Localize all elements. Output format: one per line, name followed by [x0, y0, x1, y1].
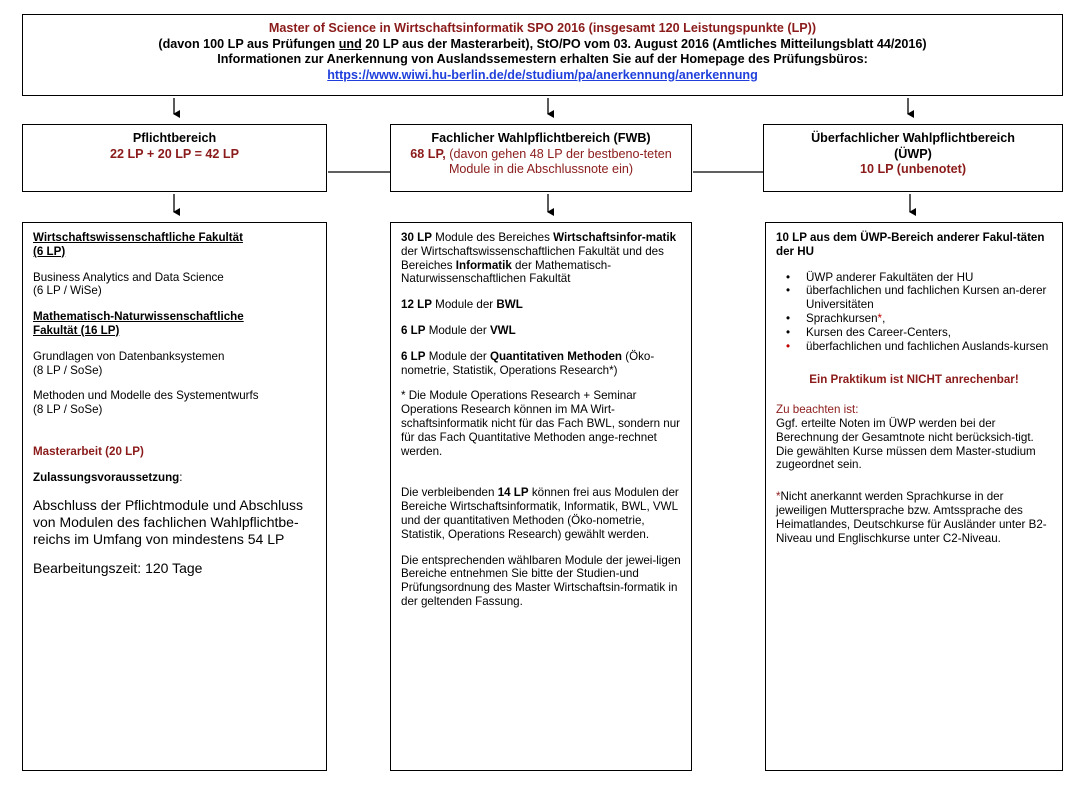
text: Module der	[431, 298, 497, 312]
fwb-lp-note: (davon gehen 48 LP der bestbeno-teten Module in die Abschlussnote ein)	[445, 146, 672, 176]
beachten-text: Ggf. erteilte Noten im ÜWP werden bei der Berechnung der Gesamtnote nicht berücksich-tigt. Die gewählten Kurse müssen dem Master-studium zugeordnet sein.	[776, 416, 1036, 472]
fwb-title: Fachlicher Wahlpflichtbereich (FWB)	[431, 131, 651, 145]
fwb-vwl	[401, 324, 681, 338]
text: (Öko-nometrie, Statistik, Operations Research*)	[401, 349, 655, 377]
program-subtitle	[23, 37, 1062, 53]
zulassung-title-text: Zulassungsvoraussetzung	[33, 470, 180, 484]
uewp-abbrev: (ÜWP)	[894, 146, 932, 161]
text: der Wirtschaftswissenschaftlichen Fakultät und des Bereiches	[401, 244, 664, 272]
uewp-header	[763, 124, 1063, 192]
lp-value: 6 LP	[401, 323, 426, 337]
subtitle-und: und	[338, 36, 362, 51]
fakultaet-wiwi-title: Wirtschaftswissenschaftliche Fakultät	[33, 231, 243, 244]
modul-lp: (6 LP / WiSe)	[33, 284, 102, 298]
text: der Mathematisch-Naturwissenschaftlichen Fakultät	[401, 258, 612, 286]
lp-value: 14 LP	[497, 486, 529, 500]
uewp-lp: 10 LP (unbenotet)	[859, 162, 967, 176]
zulassung-colon: :	[179, 470, 183, 484]
modul-systementwurf	[33, 389, 316, 417]
zulassung-text: Abschluss der Pflichtmodule und Abschluss von Modulen des fachlichen Wahlpflichtbe-reichs im Umfang von mindestens 54 LP	[33, 496, 304, 547]
lp-value: 30 LP	[401, 231, 432, 244]
bereich-vwl: VWL	[489, 323, 516, 337]
pflichtbereich-lp: 22 LP + 20 LP = 42 LP	[109, 146, 240, 161]
modul-name: Business Analytics and Data Science	[33, 270, 224, 284]
modul-business-analytics	[33, 271, 316, 299]
sprachkurs-note	[776, 490, 1052, 545]
subtitle-part-b: 20 LP aus der Masterarbeit), StO/PO vom 03. August 2016 (Amtliches Mitteilungsblatt 44/2016)	[361, 36, 927, 51]
pflichtbereich-body	[22, 222, 327, 771]
lp-value: 6 LP	[401, 349, 426, 363]
uewp-list	[784, 271, 1052, 354]
beachten-title: Zu beachten ist:	[776, 403, 859, 417]
bereich-wi: Wirtschaftsinfor-matik	[553, 231, 677, 244]
anerkennung-info: Informationen zur Anerkennung von Auslandssemestern erhalten Sie auf der Homepage des Prüfungsbüros:	[217, 52, 868, 66]
list-item	[784, 312, 1052, 326]
fakultaet-wiwi-lp: (6 LP)	[33, 244, 66, 258]
fwb-spo-hinweis: Die entsprechenden wählbaren Module der jewei-ligen Bereiche entnehmen Sie bitte der Studien-und Prüfungsordnung des Master Wirtschaftsin-formatik in der geltenden Fassung.	[401, 553, 681, 608]
fwb-header	[390, 124, 692, 192]
bereich-informatik: Informatik	[455, 258, 512, 272]
fwb-wi-informatik	[401, 231, 681, 286]
bereich-quant: Quantitativen Methoden	[489, 349, 622, 363]
text: Module des Bereiches	[431, 231, 554, 244]
zulassung-title	[33, 471, 316, 485]
program-header-box	[22, 14, 1063, 96]
modul-lp: (8 LP / SoSe)	[33, 363, 103, 377]
modul-name: Methoden und Modelle des Systementwurfs	[33, 389, 259, 403]
bearbeitungszeit: Bearbeitungszeit: 120 Tage	[33, 559, 203, 576]
pflichtbereich-title: Pflichtbereich	[132, 131, 217, 145]
program-title: Master of Science in Wirtschaftsinformatik SPO 2016 (insgesamt 120 Leistungspunkte (LP))	[268, 21, 817, 35]
lp-value: 12 LP	[401, 298, 432, 312]
fakultaet-mathnat	[33, 310, 316, 338]
uewp-body	[765, 222, 1063, 771]
item-star: *	[877, 311, 883, 325]
text: Module der	[425, 323, 490, 337]
fakultaet-mathnat-lp: Fakultät (16 LP)	[33, 323, 120, 337]
list-item: • ÜWP anderer Fakultäten der HU	[784, 271, 1052, 285]
text: Module der	[425, 349, 490, 363]
item-comma: ,	[882, 311, 886, 325]
fwb-bwl	[401, 298, 681, 312]
note-star: *	[776, 490, 781, 504]
text: können frei aus Modulen der Bereiche Wirtschaftsinformatik, Informatik, BWL, VWL und der quantitativen Methoden (Öko-nometrie, Statistik, Operations Research) gewählt werden.	[401, 486, 679, 541]
text: Die verbleibenden	[401, 486, 498, 500]
modul-name: Grundlagen von Datenbanksystemen	[33, 349, 225, 363]
fwb-body	[390, 222, 692, 771]
fwb-or-note: * Die Module Operations Research + Seminar Operations Research können im MA Wirt-schaftsinformatik nicht für das Fach BWL, sondern nur für das Fach Quantitative Methoden ange-rechnet werden.	[401, 389, 681, 458]
fwb-verbleibende	[401, 486, 681, 541]
fakultaet-wiwi	[33, 231, 316, 259]
subtitle-part-a: (davon 100 LP aus Prüfungen	[158, 36, 339, 51]
bereich-bwl: BWL	[496, 298, 523, 312]
list-item: • Kursen des Career-Centers,	[784, 326, 1052, 340]
fwb-lp-value: 68 LP,	[410, 146, 446, 161]
modul-datenbanksysteme	[33, 350, 316, 378]
masterarbeit-label: Masterarbeit (20 LP)	[33, 444, 144, 458]
fakultaet-mathnat-title: Mathematisch-Naturwissenschaftliche	[33, 310, 244, 324]
uewp-title: Überfachlicher Wahlpflichtbereich	[811, 131, 1015, 145]
fwb-lp	[391, 147, 691, 178]
uewp-intro: 10 LP aus dem ÜWP-Bereich anderer Fakul-täten der HU	[776, 231, 1045, 258]
item-text: Sprachkursen	[806, 311, 878, 325]
modul-lp: (8 LP / SoSe)	[33, 403, 103, 417]
fwb-quant	[401, 350, 681, 378]
list-item: • überfachlichen und fachlichen Auslands-kursen	[784, 340, 1052, 354]
praktikum-warning: Ein Praktikum ist NICHT anrechenbar!	[809, 373, 1019, 387]
pflichtbereich-header	[22, 124, 327, 192]
anerkennung-link[interactable]: https://www.wiwi.hu-berlin.de/de/studium/pa/anerkennung/anerkennung	[327, 67, 758, 82]
list-item: • überfachlichen und fachlichen Kursen an-derer Universitäten	[784, 284, 1052, 312]
note-text: Nicht anerkannt werden Sprachkurse in der jeweiligen Muttersprache bzw. Amtssprache des Heimatlandes, Deutschkurse für Ausländer unter B2-Niveau und Englischkurse unter C2-Niveau.	[776, 490, 1047, 545]
